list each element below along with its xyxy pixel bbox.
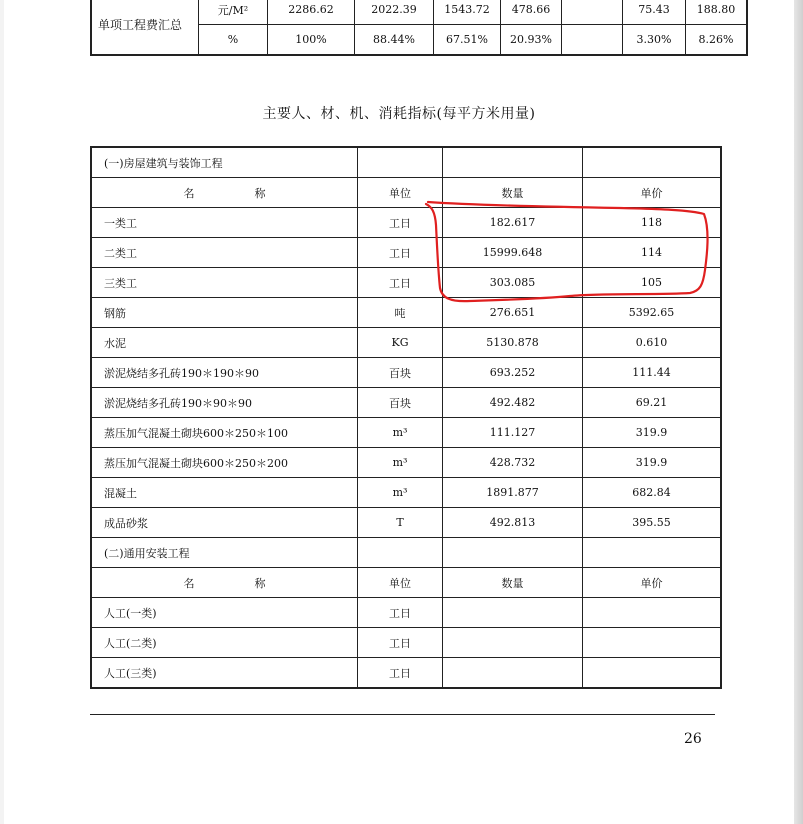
row-price: 682.84 xyxy=(583,478,722,508)
row-name: 淤泥烧结多孔砖190＊90＊90 xyxy=(91,388,358,418)
row-name: 人工(二类) xyxy=(91,628,358,658)
header-unit: 单位 xyxy=(358,178,443,208)
header-qty: 数量 xyxy=(443,178,583,208)
row-name: 淤泥烧结多孔砖190＊190＊90 xyxy=(91,358,358,388)
summary-cell: 88.44% xyxy=(355,25,434,56)
header-qty: 数量 xyxy=(443,568,583,598)
summary-cell: 8.26% xyxy=(686,25,748,56)
header-price: 单价 xyxy=(583,178,722,208)
page-edge-shadow xyxy=(794,0,803,824)
header-name-b: 称 xyxy=(254,186,266,200)
header-price: 单价 xyxy=(583,568,722,598)
header-name-a: 名 xyxy=(183,576,195,590)
header-row xyxy=(91,568,721,598)
row-price: 111.44 xyxy=(583,358,722,388)
row-qty: 182.617 xyxy=(443,208,583,238)
empty-cell xyxy=(583,147,722,178)
row-price: 319.9 xyxy=(583,448,722,478)
table-row xyxy=(91,358,721,388)
section-title: 主要人、材、机、消耗指标(每平方米用量) xyxy=(262,106,536,122)
table-row xyxy=(91,448,721,478)
page-number: 26 xyxy=(684,731,702,747)
row-qty: 303.085 xyxy=(443,268,583,298)
row-qty: 111.127 xyxy=(443,418,583,448)
row-qty: 492.482 xyxy=(443,388,583,418)
row-qty xyxy=(443,598,583,628)
row-unit: T xyxy=(358,508,443,538)
row-qty: 693.252 xyxy=(443,358,583,388)
row-name: 人工(三类) xyxy=(91,658,358,689)
row-name: 二类工 xyxy=(91,238,358,268)
row-name: 人工(一类) xyxy=(91,598,358,628)
row-price: 319.9 xyxy=(583,418,722,448)
row-price xyxy=(583,598,722,628)
summary-cell: 478.66 xyxy=(501,0,562,25)
header-name-a: 名 xyxy=(183,186,195,200)
row-unit: 百块 xyxy=(358,358,443,388)
empty-cell xyxy=(358,538,443,568)
row-price: 118 xyxy=(583,208,722,238)
row-name: 混凝土 xyxy=(91,478,358,508)
section-1-title: (一)房屋建筑与装饰工程 xyxy=(91,147,358,178)
header-unit: 单位 xyxy=(358,568,443,598)
row-price: 5392.65 xyxy=(583,298,722,328)
row-price xyxy=(583,628,722,658)
row-unit: 工日 xyxy=(358,268,443,298)
row-name: 钢筋 xyxy=(91,298,358,328)
row-unit: 工日 xyxy=(358,628,443,658)
summary-cell: 2286.62 xyxy=(268,0,355,25)
summary-cell: 67.51% xyxy=(434,25,501,56)
row-price: 114 xyxy=(583,238,722,268)
table-row xyxy=(91,598,721,628)
footer-rule xyxy=(90,714,715,715)
empty-cell xyxy=(443,147,583,178)
empty-cell xyxy=(583,538,722,568)
row-qty: 492.813 xyxy=(443,508,583,538)
row-name: 三类工 xyxy=(91,268,358,298)
header-name xyxy=(91,568,358,598)
summary-cell: 100% xyxy=(268,25,355,56)
row-name: 蒸压加气混凝土砌块600＊250＊100 xyxy=(91,418,358,448)
row-qty xyxy=(443,628,583,658)
row-unit: 工日 xyxy=(358,208,443,238)
row-qty: 5130.878 xyxy=(443,328,583,358)
summary-cell: 3.30% xyxy=(623,25,686,56)
header-row xyxy=(91,178,721,208)
row-qty xyxy=(443,658,583,689)
summary-cell: 20.93% xyxy=(501,25,562,56)
row-name: 一类工 xyxy=(91,208,358,238)
summary-unit: 元/M² xyxy=(199,0,268,25)
header-name-b: 称 xyxy=(254,576,266,590)
row-unit: KG xyxy=(358,328,443,358)
row-name: 水泥 xyxy=(91,328,358,358)
row-qty: 276.651 xyxy=(443,298,583,328)
empty-cell xyxy=(443,538,583,568)
table-row xyxy=(91,268,721,298)
summary-cell: 188.80 xyxy=(686,0,748,25)
empty-cell xyxy=(358,147,443,178)
header-name xyxy=(91,178,358,208)
table-row xyxy=(91,238,721,268)
table-row xyxy=(91,508,721,538)
section-2-title: (二)通用安装工程 xyxy=(91,538,358,568)
summary-label: 单项工程费汇总 xyxy=(91,0,199,55)
row-price: 0.610 xyxy=(583,328,722,358)
summary-cell: 2022.39 xyxy=(355,0,434,25)
table-row xyxy=(91,658,721,689)
table-row xyxy=(91,478,721,508)
table-row xyxy=(91,418,721,448)
summary-cell: 1543.72 xyxy=(434,0,501,25)
document-page xyxy=(4,0,794,824)
summary-unit: % xyxy=(199,25,268,56)
section-row xyxy=(91,147,721,178)
section-row xyxy=(91,538,721,568)
summary-row xyxy=(91,0,747,25)
row-qty: 428.732 xyxy=(443,448,583,478)
row-qty: 15999.648 xyxy=(443,238,583,268)
table-row xyxy=(91,328,721,358)
table-row xyxy=(91,628,721,658)
row-unit: m³ xyxy=(358,448,443,478)
table-row xyxy=(91,298,721,328)
row-price: 105 xyxy=(583,268,722,298)
row-unit: 工日 xyxy=(358,658,443,689)
row-unit: 百块 xyxy=(358,388,443,418)
row-price: 395.55 xyxy=(583,508,722,538)
consumption-table xyxy=(90,146,722,689)
row-name: 成品砂浆 xyxy=(91,508,358,538)
row-unit: 工日 xyxy=(358,238,443,268)
row-unit: m³ xyxy=(358,418,443,448)
summary-cell: 75.43 xyxy=(623,0,686,25)
row-price xyxy=(583,658,722,689)
summary-cell xyxy=(562,0,623,25)
row-unit: 吨 xyxy=(358,298,443,328)
row-unit: 工日 xyxy=(358,598,443,628)
summary-table xyxy=(90,0,748,56)
summary-cell xyxy=(562,25,623,56)
table-row xyxy=(91,208,721,238)
row-unit: m³ xyxy=(358,478,443,508)
row-qty: 1891.877 xyxy=(443,478,583,508)
table-row xyxy=(91,388,721,418)
row-price: 69.21 xyxy=(583,388,722,418)
row-name: 蒸压加气混凝土砌块600＊250＊200 xyxy=(91,448,358,478)
